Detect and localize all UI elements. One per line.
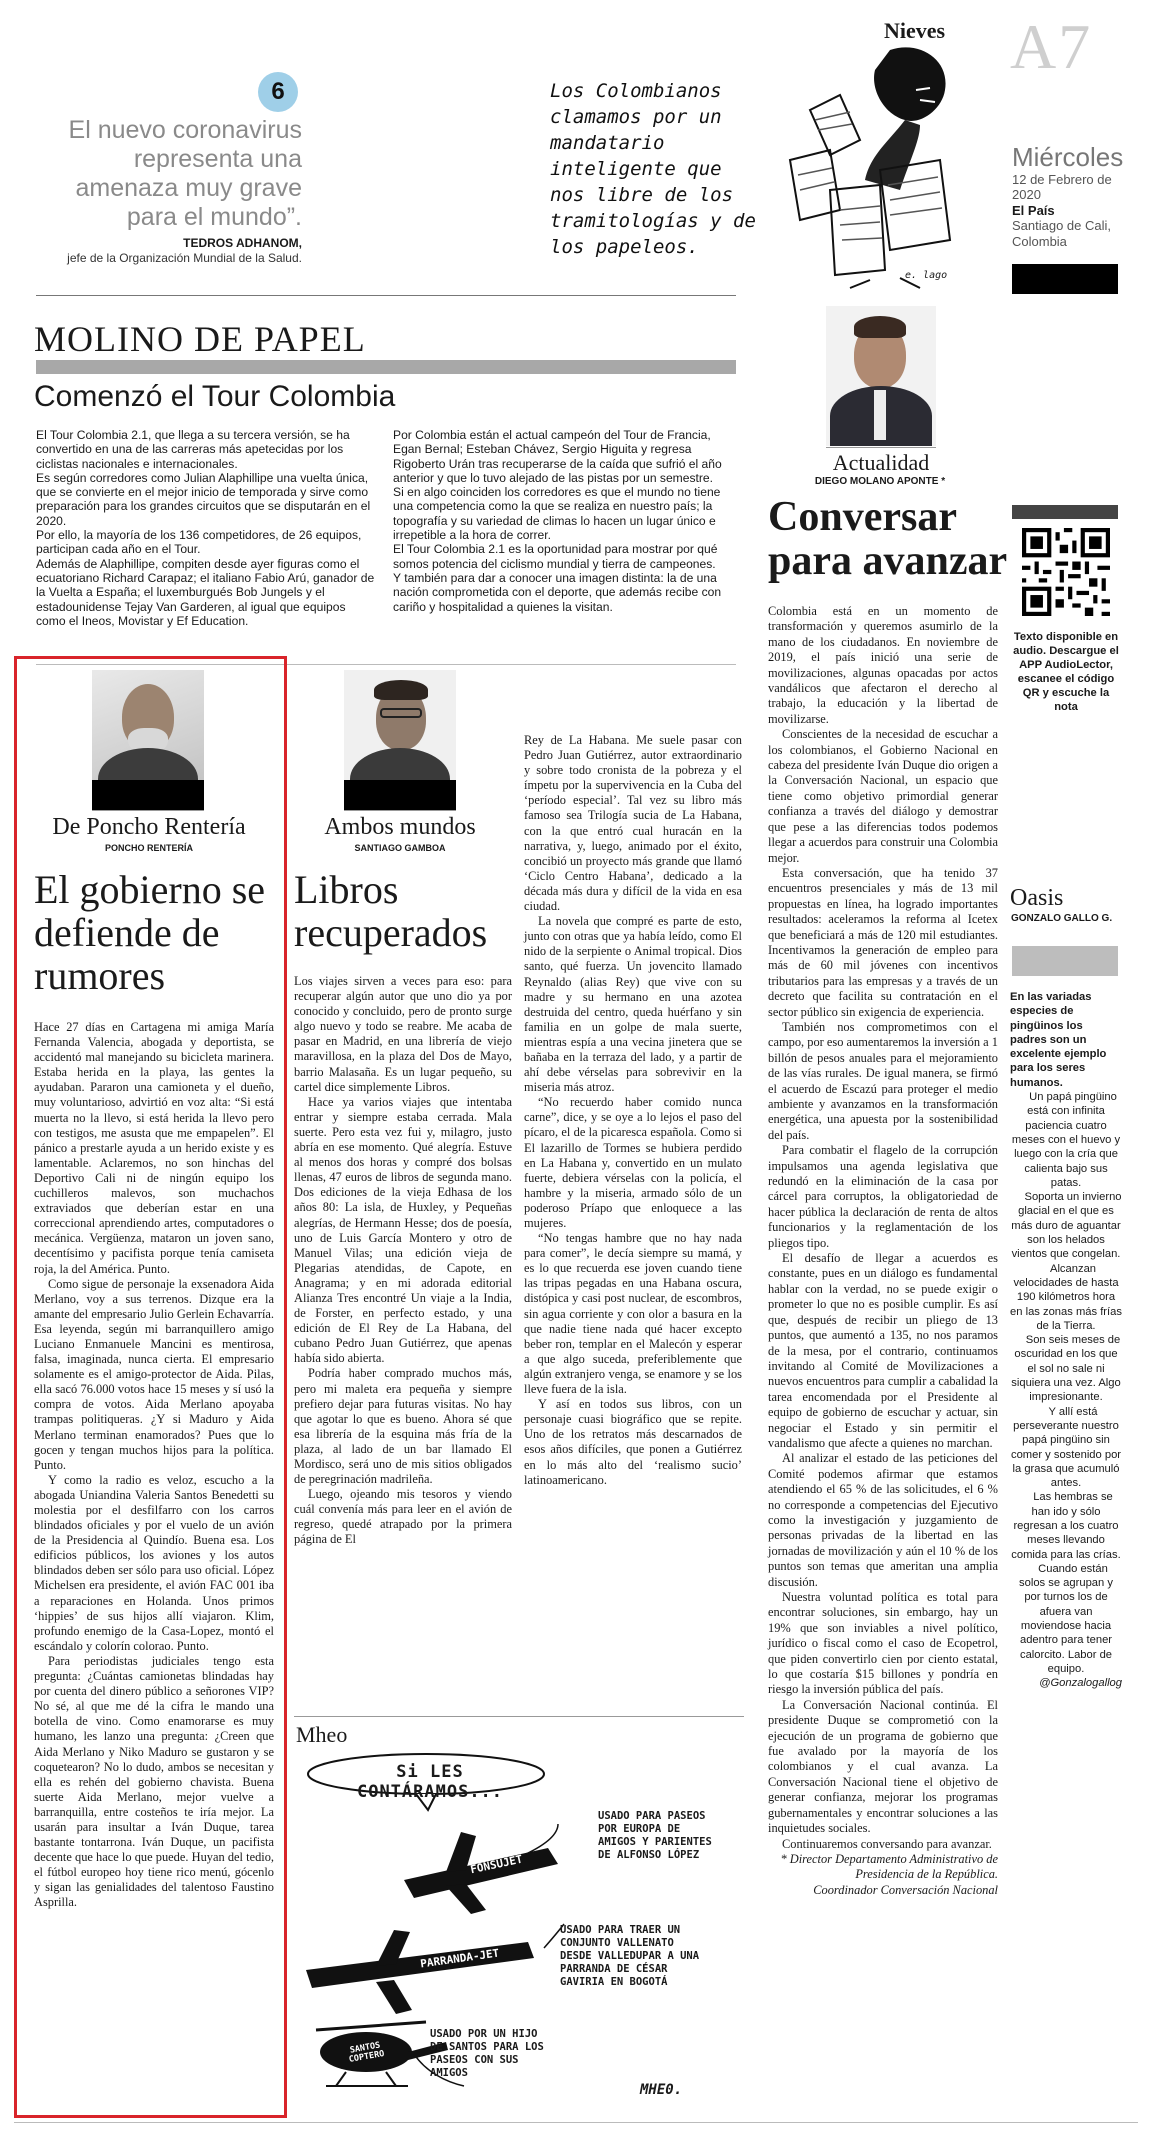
mheo-top-rule <box>294 1716 744 1717</box>
actualidad-author: DIEGO MOLANO APONTE * <box>814 476 946 487</box>
page-number: A7 <box>1010 11 1093 82</box>
molino-rule <box>36 360 736 374</box>
actualidad-section: Actualidad <box>832 450 930 475</box>
molino-p4: Además de Alaphillipe, compiten desde ayer figuras como el ecuatoriano Richard Carapaz; el italiano Fabio Arú, ganador de la Vuelta a España; el luxemburgués Bob Jungels y el estadounidense Tejay Van Garderen, al igual que equipos como el Ineos, Movistar y Ef Education. <box>36 556 375 628</box>
poncho-p3: Y como la radio es veloz, escucho a la abogada Uniandina Valeria Santos Benedetti su molestia por el desfilfarro con los carros blindados oficiales y por el vuelo de un avión de la Presidencia al Quindío. Buena esa. Los edificios públicos, los aviones y los autos blindados deben ser sólo para uso oficial. López Michelsen era presidente, el avión FAC 001 iba a reparaciones en Holanda. Unos primos ‘hippies’ de sus hijos allí viajaron. Klim, profundo enemigo de la Casa-Lopez, montó el escándalo y colorín colorao. Punto. <box>34 1472 274 1653</box>
actualidad-p2: Conscientes de la necesidad de escuchar a los colombianos, el Gobierno Nacional en cabeza del presidente Iván Duque dio origen a la Conversación Nacional, un espacio que tiene como objetivo primordial generar confianza a través del diálogo y demostrar que pese a las diferencias todos podemos llegar a acuerdos para construir una Colombia mejor. <box>768 727 998 865</box>
actualidad-p4: También nos comprometimos con el campo, por eso aumentaremos la inversión a 1 billón de pesos anuales para el mejoramiento de las vías rurales. De igual manera, se firmó el acuerdo de Escazú para proteger el medio ambiente y avanzamos en la transformación energética, una apuesta por la sostenibilidad del país. <box>768 1019 998 1142</box>
molino-col1 <box>36 428 376 628</box>
actualidad-p3: Esta conversación, que ha tenido 37 encuentros presenciales y más de 13 mil propuestas en línea, ha logrado importantes resultados: aceleramos la reforma al Icetex que beneficiará a más de 120 mil estudiantes. Incentivamos la generación de empleo para más de 60 mil jóvenes con incentivos tributarios para las empresas y a través de un decreto que facilita su contratación en el sector público sin exigencia de experiencia. <box>768 865 998 1019</box>
cartoon-caption: Los Colombianos clamamos por un mandatario inteligente que nos libre de los tramitologías y de los papeleos. <box>550 80 756 258</box>
molino-p6: Si en algo coinciden los corredores es que el mundo no tiene una competencia como la que se realiza en nuestro país; la topografía y su variedad de climas lo hacen un lugar único e irrepetible a la hora de correr. <box>393 485 721 543</box>
poncho-headline: El gobierno se defiende de rumores <box>34 867 266 998</box>
molino-headline: Comenzó el Tour Colombia <box>34 380 396 413</box>
molino-p7: El Tour Colombia 2.1 es la oportunidad para mostrar por qué somos potencia del ciclismo mundial y tierra de campeones. <box>393 542 718 571</box>
molino-p2: Es según corredores como Julian Alaphillipe una vuelta única, que se convierte en el mejor inicio de temporada y sirve como preparación para los grandes circuitos que se disputarán en el 2020. <box>36 470 371 528</box>
ambos-author: SANTIAGO GAMBOA <box>354 843 446 853</box>
mheo-section: Mheo <box>296 1722 348 1747</box>
actualidad-p1: Colombia está en un momento de transformación y queremos asumirlo de la mano de los ciudadanos. En noviembre de 2019, el país inició una serie de movilizaciones, algunas opacadas por actos vandálicos que afectaron el derecho al trabajo, la educación y la libertad de movilizarse. <box>768 604 998 726</box>
ambos-headline: Libros recuperados <box>294 867 488 955</box>
audio-text: Texto disponible en audio. Descargue el APP AudioLector, escanee el código QR y escuche la nota <box>1013 631 1119 713</box>
date-block-bar <box>1012 264 1118 294</box>
ambos-p5: Rey de La Habana. Me suele pasar con Pedro Juan Gutiérrez, autor extraordinario y sobre todo cronista de la pobreza y el ímpetu por la supervivencia en la Cuba del ‘período especial’. Tal vez su libro más famoso sea Trilogía sucia de La Habana, con la que entró cual huracán en la narrativa, y, luego, animado por el éxito, concibió un proyecto más grande que llamó ‘Ciclo Centro Habana’, dedicado a la década más dura y difícil de la vida en esa ciudad. <box>524 733 742 914</box>
bottom-rule <box>14 2122 1138 2123</box>
ambos-p1: Los viajes sirven a veces para eso: para recuperar algún autor que uno dio ya por conocido y concluido, pero de pronto surge algo nuevo y todo se reabre. Me acaba de pasar en Madrid, en una librería de viejo maravillosa, en la plaza del Dos de Mayo, barrio Malasaña. Es un lugar pequeño, su cartel dice simplemente Libros. <box>294 974 512 1094</box>
poncho-p4: Para periodistas judiciales tengo esta pregunta: ¿Cuántas camionetas blindadas hay por cuenta del dinero público a señorones VIP? No sé, al que me dé la cifra le mando una botella de vino. Como enamorarse es muy humano, les lanzo una pregunta: ¿Creen que Aida Merlano y Niko Maduro se gustaron y se coquetearon? No lo dudo, ambos se necesitan y ella es rehén del gobierno chavista. Buena suerte Aida Merlano, mejor vuelve a barranquilla, entre costeños te iría mejor. La usarán para insultar a Iván Duque, tarea bastante tontarrona. Iván Duque, un pacifista decente que hace lo que puede. Huyan del tedio, el fútbol europeo hoy tiene rico menú, gócenlo y sigan las genialidades del talentoso Faustino Asprilla. <box>34 1653 274 1910</box>
ambos-p7: “No recuerdo haber comido nunca carne”, dice, y se oye a lo lejos el paso del pícaro, el de la picaresca española. Como si El lazarillo de Tormes se hubiera perdido en La Habana y, convertido en un mulato fuerte, debiera vérselas con la policía, el hambre y la miseria, armado sólo de un poderoso Príapo que enloquece a las mujeres. <box>524 1095 742 1230</box>
actualidad-p9: La Conversación Nacional continúa. El presidente Duque se comprometió con la ejecución de un programa de gobierno que fue avalado por la mayoría de los colombianos y el cual avanza. La Conversación Nacional tiene el objetivo de generar confianza, mejorar los programas gubernamentales y encontrar soluciones a las inquietudes sociales. <box>768 1697 998 1836</box>
quote-text: El nuevo coronavirus representa una amenaza muy grave para el mundo”. <box>68 116 302 231</box>
molino-p5: Por Colombia están el actual campeón del Tour de Francia, Egan Bernal; Esteban Chávez, Sergio Higuita y regresa Rigoberto Urán tras recuperarse de la caída que sufrió el año anterior y que lo tuvo alejado de las pistas por un semestre. <box>393 428 722 485</box>
cartoon-figure <box>770 40 980 290</box>
actualidad-headline: Conversar para avanzar <box>768 494 1008 584</box>
molino-p8: Y también para dar a conocer una imagen distinta: la de una nación comprometida con el deporte, que además recibe con cariño y hospitalidad a quienes la visitan. <box>393 570 722 614</box>
mheo-signature: MHE0. <box>640 2082 683 2098</box>
actualidad-footnote-2: Coordinador Conversación Nacional <box>813 1882 998 1897</box>
molino-p3: Por ello, la mayoría de los 136 competidores, de 26 equipos, participan cada año en el Tour. <box>36 528 362 557</box>
actualidad-author-photo <box>826 306 936 446</box>
molino-section-title: MOLINO DE PAPEL <box>34 319 366 359</box>
qr-code-icon[interactable] <box>1022 528 1110 616</box>
oasis-section: Oasis <box>1010 885 1064 911</box>
oasis-p2: Soporta un invierno glacial en el que es más duro de aguantar son los helados vientos que congelan. <box>1011 1191 1122 1261</box>
actualidad-p5: Para combatir el flagelo de la corrupción impulsamos una agenda legislativa que redundó en la eliminación de la casa por cárcel para corruptos, la obligatoriedad de hacer pública la declaración de renta de altos funcionarios y la reglamentación de los pliegos tipo. <box>768 1143 998 1250</box>
oasis-body <box>1010 990 1122 1691</box>
cartoon-signature: e. lago <box>905 270 948 281</box>
ambos-section: Ambos mundos <box>324 814 476 840</box>
ambos-p2: Hace ya varios viajes que intentaba entrar y siempre estaba cerrada. Mala suerte. Pero esta vez fui y, milagro, justo abría en ese momento. Qué alegría. Estuve al menos dos horas y compré dos bolsas llenas, 47 euros de libros de segunda mano. Dos ediciones de la vieja Edhasa de los años 80: La isla, de Huxley, y Pequeñas alegrías, de Hermann Hesse; dos de poesía, uno de Luis García Montero y otro de Manuel Vilas; una edición vieja de Plegarias atendidas, de Capote, en Anagrama; y en mi adorada editorial Alianza Tres encontré Un viaje a la India, de Forster, en perfecto estado, y una edición de El Rey de La Habana, del cubano Pedro Juan Gutiérrez, que apenas había sido abierta. <box>294 1094 512 1366</box>
oasis-handle[interactable]: @Gonzalogallog <box>1039 1677 1122 1690</box>
poncho-photo-rule <box>92 810 204 811</box>
mheo-note2: USADO PARA TRAER UN CONJUNTO VALLENATO DESDE VALLEDUPAR A UNA PARRANDA DE CÉSAR GAVIRIA EN BOGOTÁ <box>560 1924 700 1988</box>
actualidad-p7: Al analizar el estado de las peticiones del Comité podemos afirmar que estamos atendiendo el 65 % de las solicitudes, el 6 % no corresponde a competencias del Ejecutivo como la investigación y juzgamiento de personas privadas de la libertad en las jornadas de movilización y aún el 10 % de los puntos son temas que ameritan una amplia discusión. <box>768 1451 998 1589</box>
quote-number: 6 <box>271 78 285 105</box>
actualidad-p6: El desafío de llegar a acuerdos es constante, pues en un diálogo es fundamental hablar con la verdad, no se puede exigir o prometer lo que no es posible cumplir. Es así que, después de recibir un pliego de 13 puntos, que aumentó a 135, no nos paramos de la mesa, por el contrario, continuamos invitando al Comité de Movilizaciones a nuevos encuentros para cumplir a cabalidad la tarea encomendada por el Presidente al equipo de gobierno de escuchar y actuar, sin negociar el Estado y sin permitir el vandalismo que afecte a quienes no marchan. <box>768 1251 998 1450</box>
oasis-p4: Son seis meses de oscuridad en los que el sol no sale ni siquiera una vez. Algo impresionante. <box>1011 1334 1121 1404</box>
ambos-photo-rule <box>344 810 456 811</box>
poncho-p1: Hace 27 días en Cartagena mi amiga María Fernanda Valencia, abogada y deportista, se accidentó mal manejando su bicicleta marinera. Estaba herida en la playa, las gentes la ayudaban. Pararon una camioneta y el dueño, muy voluntarioso, advirtió en voz alta: “Si está muerta no la llevo, si está herida la llevo pero con testigos, me asusta que me empapelen”. El pánico a prestarle ayuda a un herido existe y es lamentable. Aclaremos, no son hinchas del Deportivo Cali ni de ningún equipo los cuchilleros malevos, son muchachos extraviados que deberían estar en una correccional aprendiendo artes, computadores o mecánica. Vergüenza, mataron un joven sano, decentísimo y pacifista porque tenía camiseta roja, la del América. Punto. <box>34 1020 274 1276</box>
oasis-lead: En las variadas especies de pingüinos los padres son un excelente ejemplo para los seres humanos. <box>1010 991 1107 1089</box>
mheo-note1: USADO PARA PASEOS POR EUROPA DE AMIGOS Y PARIENTES DE ALFONSO LÓPEZ <box>598 1810 712 1861</box>
quote-role: jefe de la Organización Mundial de la Salud. <box>67 251 302 265</box>
oasis-photo-placeholder <box>1012 946 1118 976</box>
ambos-col1 <box>294 974 512 1548</box>
poncho-photo-bar <box>92 780 204 810</box>
poncho-section: De Poncho Rentería <box>52 814 246 840</box>
poncho-body <box>34 1020 274 1911</box>
page-day: Miércoles <box>1012 142 1124 172</box>
actualidad-photo-rule <box>826 447 936 448</box>
actualidad-p8: Nuestra voluntad política es total para encontrar soluciones, sin embargo, hay un 19% que son inviables a nivel político, jurídico o fiscal como el caso de Ecopetrol, que piden convertirlo cien por ciento estatal, lo que costaría $15 billones y pondría en riesgo la inversión pública del país. <box>768 1590 998 1697</box>
poncho-author: PONCHO RENTERÍA <box>104 843 193 853</box>
oasis-p6: Las hembras se han ido y sólo regresan a los cuatro meses llevando comida para las crías. <box>1011 1491 1121 1561</box>
ambos-p8: “No tengas hambre que no hay nada para comer”, le decía siempre su mamá, y es lo que recuerda ese joven cuando tiene las tripas pegadas en una Habana oscura, distópica y casi post nuclear, de escombros, sin agua corriente y con olor a basura en la que nadie tiene nada qué hacer excepto beber ron, templar en el Malecón y esperar a que algo suceda, preferiblemente que algún extranjero venga, se enamore y se los lleve fuera de la isla. <box>524 1231 742 1397</box>
cartoon-artist: Nieves <box>884 18 946 43</box>
oasis-p1: Un papá pingüino está con infinita paciencia cuatro meses con el huevo y luego con la cría que calienta bajo sus patas. <box>1011 1091 1121 1189</box>
ambos-p6: La novela que compré es parte de esto, junto con otras que ya había leído, como El nido de la serpiente o Animal tropical. Dios santo, qué fuerza. Un jovencito llamado Reynaldo (alias Rey) que vive con su madre y su hermano en una azotea destruida del centro, queda huérfano y sin familia en un golpe de mala suerte, mientras espía a una vecina jinetera que se bañaba en la terraza del lado, y a partir de ahí debe vérselas para sobrevivir en la miseria más atroz. <box>524 914 742 1095</box>
actualidad-body <box>768 604 998 1898</box>
audio-bar <box>1012 505 1118 519</box>
page-date: 12 de Febrero de 2020 <box>1012 172 1112 202</box>
poncho-p2: Como sigue de personaje la exsenadora Aida Merlano, voy a sus terrenos. Dizque era la amante del empresario Julio Gerlein Echavarría. Esa leyenda, según mi barranquillero amigo Luciano Enmanuele Mancini es mentirosa, falsa, imaginada, nunca cierta. El empresario solamente es el amigo-protector de Aida. Pilas, ella sacó 76.000 votos hace 15 meses y sí usó la compra de votos. Aida Merlano apoyaba trampas politiqueras. ¿Y si Maduro y Aida Merlano terminan enamorados? Pues que lo gocen y tengan muchos hijos para la política. Punto. <box>34 1276 274 1472</box>
actualidad-footnote-1: * Director Departamento Administrativo de Presidencia de la República. <box>780 1851 998 1882</box>
ambos-photo-bar <box>344 780 456 810</box>
oasis-p3: Alcanzan velocidades de hasta 190 kilómetros hora en las zonas más frías de la Tierra. <box>1010 1262 1122 1332</box>
oasis-p7: Cuando están solos se agrupan y por turnos los de afuera van moviendose hacia adentro para tener calorcito. Labor de equipo. <box>1019 1562 1113 1675</box>
mheo-plane1-label: FONSUJET <box>469 1852 524 1877</box>
mheo-note3: USADO POR UN HIJO DE SANTOS PARA LOS PASEOS CON SUS AMIGOS <box>430 2028 544 2079</box>
oasis-p5: Y allí está perseverante nuestro papá pingüino sin comer y sostenido por la grasa que acumuló antes. <box>1010 1405 1122 1490</box>
ambos-col2 <box>524 733 742 1488</box>
page-paper: El País <box>1012 203 1055 218</box>
actualidad-p10: Continuaremos conversando para avanzar. <box>782 1836 992 1851</box>
ambos-p3: Podría haber comprado muchos más, pero mi maleta era pequeña y siempre prefiero dejar para futuras visitas. No hay que agotar lo que es bueno. Ahora sé que esa librería de la esquina más fría de la plaza, al lado de un bar llamado El Mordisco, será uno de mis sitios obligados de peregrinación madrileña. <box>294 1366 512 1487</box>
molino-col2 <box>393 428 738 614</box>
oasis-author: GONZALO GALLO G. <box>1011 913 1113 924</box>
mheo-plane2-label: PARRANDA-JET <box>419 1946 501 1971</box>
page-city: Santiago de Cali, Colombia <box>1012 218 1112 249</box>
quote-number-badge <box>258 72 298 112</box>
mheo-bubble-text: Si LES CONTÁRAMOS... <box>356 1762 504 1802</box>
quote-author: TEDROS ADHANOM, <box>183 236 302 250</box>
mheo-heli-label: SANTOS COPTERO <box>348 2040 386 2065</box>
molino-p1: El Tour Colombia 2.1, que llega a su tercera versión, se ha convertido en una de las carreras más apetecidas por los ciclistas nacionales e internacionales. <box>36 428 350 471</box>
ambos-p9: Y así en todos sus libros, con un personaje cuasi biográfico que se repite. Uno de los retratos más descarnados de esos años difíciles, que ponen a Gutiérrez en lo más alto del ‘realismo sucio’ latinoamericano. <box>524 1397 742 1487</box>
top-divider <box>36 295 736 296</box>
ambos-p4: Luego, ojeando mis tesoros y viendo cuál convenía más para leer en el avión de regreso, quedé atrapado por la primera página de El <box>294 1487 512 1547</box>
